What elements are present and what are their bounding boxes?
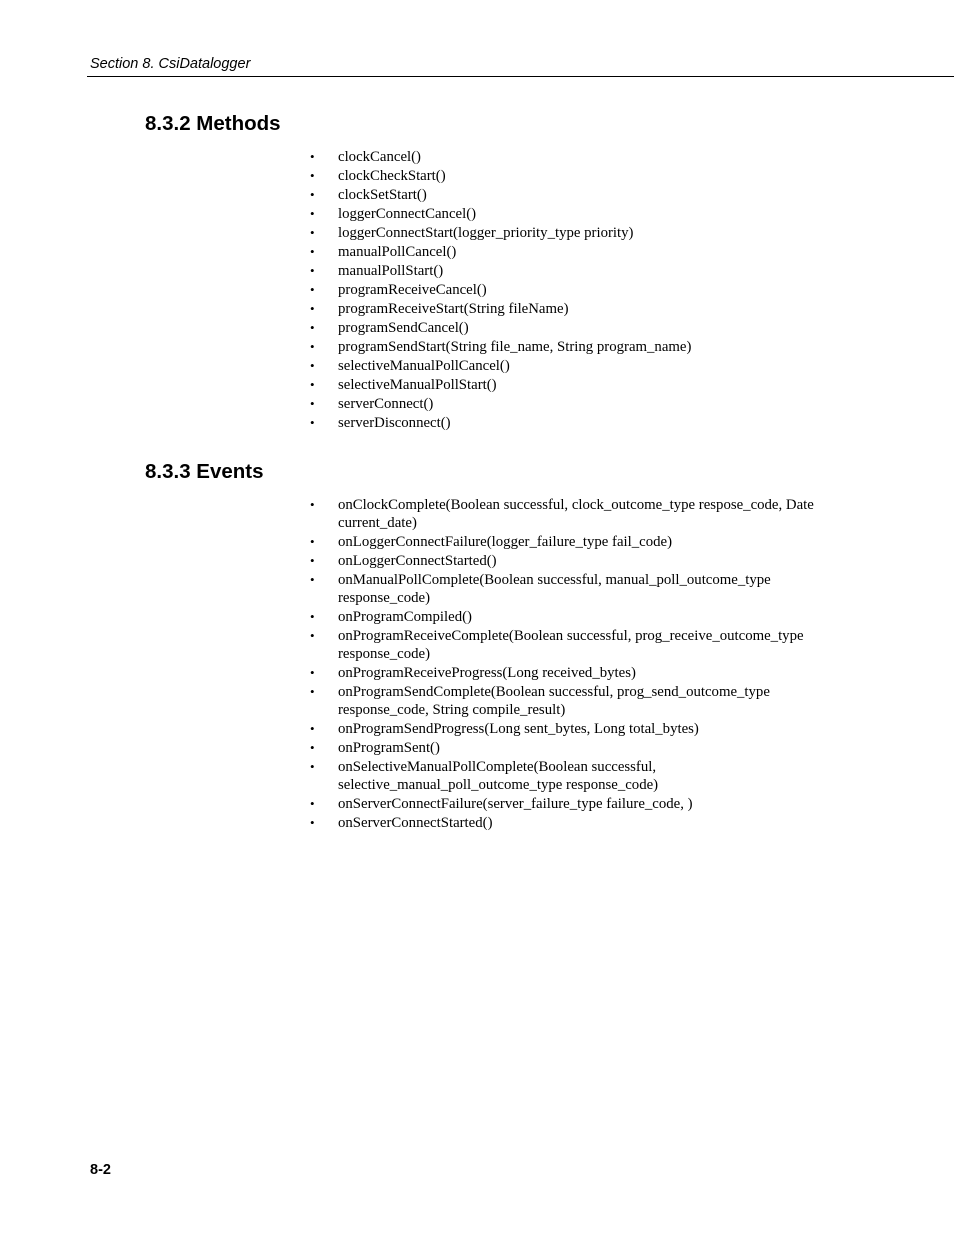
list-item bbox=[308, 571, 828, 607]
header-rule bbox=[87, 76, 954, 77]
list-item bbox=[308, 627, 828, 663]
list-item-text: manualPollStart() bbox=[338, 263, 444, 279]
list-item bbox=[308, 205, 828, 223]
list-item bbox=[308, 608, 828, 626]
bullet-icon: • bbox=[310, 815, 315, 830]
list-item-text: onServerConnectFailure(server_failure_type failure_code, ) bbox=[338, 796, 693, 812]
list-item bbox=[308, 262, 828, 280]
bullet-icon: • bbox=[310, 301, 315, 316]
bullet-icon: • bbox=[310, 187, 315, 202]
list-item bbox=[308, 148, 828, 166]
list-item-text: clockSetStart() bbox=[338, 187, 427, 203]
list-item bbox=[308, 186, 828, 204]
list-item bbox=[308, 664, 828, 682]
list-item bbox=[308, 795, 828, 813]
bullet-icon: • bbox=[310, 339, 315, 354]
list-item-text: programSendCancel() bbox=[338, 320, 469, 336]
running-header: Section 8. CsiDatalogger bbox=[90, 56, 251, 72]
list-item-text: onLoggerConnectFailure(logger_failure_type fail_code) bbox=[338, 534, 673, 550]
list-item-text: clockCheckStart() bbox=[338, 168, 446, 184]
list-item bbox=[308, 281, 828, 299]
page-number: 8-2 bbox=[90, 1162, 111, 1178]
bullet-icon: • bbox=[310, 534, 315, 549]
list-item-text: clockCancel() bbox=[338, 149, 421, 165]
list-item bbox=[308, 338, 828, 356]
list-item-text: onSelectiveManualPollComplete(Boolean successful, selective_manual_poll_outcome_type response_code) bbox=[338, 759, 659, 793]
bullet-icon: • bbox=[310, 553, 315, 568]
list-item-text: onProgramSendProgress(Long sent_bytes, Long total_bytes) bbox=[338, 721, 699, 737]
list-item bbox=[308, 496, 828, 532]
bullet-icon: • bbox=[310, 497, 315, 512]
list-item bbox=[308, 300, 828, 318]
bullet-icon: • bbox=[310, 415, 315, 430]
list-item-text: loggerConnectStart(logger_priority_type priority) bbox=[338, 225, 634, 241]
bullet-icon: • bbox=[310, 628, 315, 643]
bullet-icon: • bbox=[310, 225, 315, 240]
bullet-icon: • bbox=[310, 609, 315, 624]
list-item-text: onProgramReceiveComplete(Boolean successful, prog_receive_outcome_type response_code) bbox=[338, 628, 804, 662]
list-item-text: onProgramCompiled() bbox=[338, 609, 472, 625]
list-item-text: onProgramSendComplete(Boolean successful, prog_send_outcome_type response_code, String compile_result) bbox=[338, 684, 770, 718]
list-item-text: onProgramReceiveProgress(Long received_bytes) bbox=[338, 665, 636, 681]
list-item-text: manualPollCancel() bbox=[338, 244, 457, 260]
list-item-text: serverDisconnect() bbox=[338, 415, 451, 431]
bullet-icon: • bbox=[310, 377, 315, 392]
bullet-icon: • bbox=[310, 320, 315, 335]
bullet-icon: • bbox=[310, 740, 315, 755]
list-item bbox=[308, 167, 828, 185]
bullet-icon: • bbox=[310, 149, 315, 164]
list-item bbox=[308, 243, 828, 261]
bullet-icon: • bbox=[310, 759, 315, 774]
bullet-icon: • bbox=[310, 168, 315, 183]
list-item bbox=[308, 395, 828, 413]
methods-list bbox=[308, 148, 828, 433]
list-item-text: loggerConnectCancel() bbox=[338, 206, 477, 222]
list-item bbox=[308, 552, 828, 570]
bullet-icon: • bbox=[310, 263, 315, 278]
bullet-icon: • bbox=[310, 665, 315, 680]
list-item bbox=[308, 224, 828, 242]
list-item bbox=[308, 814, 828, 832]
bullet-icon: • bbox=[310, 282, 315, 297]
bullet-icon: • bbox=[310, 358, 315, 373]
bullet-icon: • bbox=[310, 244, 315, 259]
list-item bbox=[308, 319, 828, 337]
events-list bbox=[308, 496, 828, 833]
list-item bbox=[308, 720, 828, 738]
list-item bbox=[308, 357, 828, 375]
bullet-icon: • bbox=[310, 721, 315, 736]
list-item-text: onLoggerConnectStarted() bbox=[338, 553, 497, 569]
bullet-icon: • bbox=[310, 572, 315, 587]
list-item bbox=[308, 683, 828, 719]
list-item-text: programReceiveStart(String fileName) bbox=[338, 301, 569, 317]
list-item-text: selectiveManualPollStart() bbox=[338, 377, 497, 393]
list-item bbox=[308, 739, 828, 757]
list-item-text: onManualPollComplete(Boolean successful, manual_poll_outcome_type response_code) bbox=[338, 572, 771, 606]
bullet-icon: • bbox=[310, 396, 315, 411]
bullet-icon: • bbox=[310, 206, 315, 221]
list-item bbox=[308, 533, 828, 551]
list-item-text: programSendStart(String file_name, String program_name) bbox=[338, 339, 692, 355]
list-item bbox=[308, 376, 828, 394]
section-heading-methods: 8.3.2 Methods bbox=[145, 112, 281, 135]
bullet-icon: • bbox=[310, 796, 315, 811]
list-item bbox=[308, 758, 828, 794]
list-item-text: onServerConnectStarted() bbox=[338, 815, 493, 831]
bullet-icon: • bbox=[310, 684, 315, 699]
list-item-text: programReceiveCancel() bbox=[338, 282, 487, 298]
list-item-text: onClockComplete(Boolean successful, clock_outcome_type respose_code, Date current_date) bbox=[338, 497, 814, 531]
list-item-text: serverConnect() bbox=[338, 396, 434, 412]
section-heading-events: 8.3.3 Events bbox=[145, 460, 264, 483]
list-item-text: selectiveManualPollCancel() bbox=[338, 358, 510, 374]
list-item bbox=[308, 414, 828, 432]
list-item-text: onProgramSent() bbox=[338, 740, 440, 756]
